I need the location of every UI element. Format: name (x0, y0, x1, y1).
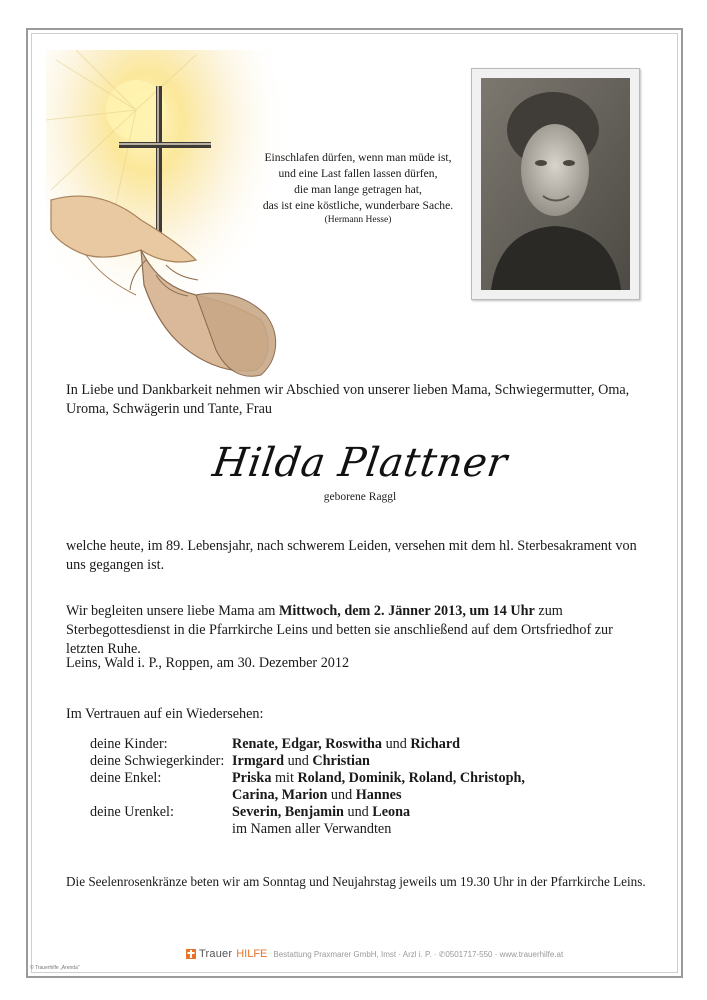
quote-line: und eine Last fallen lassen dürfen, (278, 167, 438, 180)
brand-info: Bestattung Praxmarer GmbH, Imst · Arzl i. P. · ✆0501717-550 · www.trauerhilfe.at (273, 949, 564, 959)
quote-line: das ist eine köstliche, wunderbare Sache. (262, 199, 454, 212)
relatives-names (232, 736, 460, 753)
names: Christian (312, 753, 370, 769)
relatives-names (232, 753, 370, 770)
brand-name-part2: HILFE (236, 948, 268, 960)
names: Leona (372, 804, 411, 820)
copyright-note: © Trauerhilfe „Arenda" (30, 965, 80, 971)
relatives-names (232, 770, 525, 787)
quote-line: die man lange getragen hat, (294, 183, 422, 196)
relatives-list (90, 736, 525, 838)
conjunction: und (382, 736, 411, 752)
quote-author: (Hermann Hesse) (324, 215, 392, 225)
conjunction: und (284, 753, 313, 769)
farewell-line: Im Vertrauen auf ein Wiedersehen: (66, 706, 264, 722)
trauerhilfe-logo-icon (186, 949, 196, 959)
portrait-photo (481, 78, 630, 290)
quote-line: Einschlafen dürfen, wenn man müde ist, (264, 151, 452, 164)
conjunction: und (327, 787, 356, 803)
relatives-label: deine Urenkel: (90, 804, 174, 820)
names: Severin, Benjamin (232, 804, 344, 820)
relatives-row-children (90, 736, 525, 753)
relatives-names (232, 804, 410, 821)
service-part2: zum Sterbegottesdienst in die Pfarrkirche Leins und betten sie anschließend auf dem Ortsfriedhof zur letzten Ruhe. (66, 603, 613, 657)
relatives-row-grandchildren-cont (90, 787, 525, 804)
names: Richard (410, 736, 461, 752)
deceased-name: Hilda Plattner (209, 440, 511, 486)
all-relatives: im Namen aller Verwandten (232, 821, 392, 837)
relatives-label-empty (90, 787, 232, 804)
portrait-frame (471, 68, 640, 300)
birth-name: geborene Raggl (323, 491, 397, 503)
intro-text: In Liebe und Dankbarkeit nehmen wir Abschied von unserer lieben Mama, Schwiegermutter, Oma, Uroma, Schwägerin und Tante, Frau (66, 382, 630, 417)
names: Priska (232, 770, 272, 786)
names: Hannes (355, 787, 402, 803)
relatives-label: deine Enkel: (90, 770, 162, 786)
place-date: Leins, Wald i. P., Roppen, am 30. Dezember 2012 (66, 655, 350, 671)
hesse-quote (240, 150, 476, 227)
names: Roland, Dominik, Roland, Christoph, (297, 770, 525, 786)
names: Renate, Edgar, Roswitha (232, 736, 383, 752)
rosary-info: Die Seelenrosenkränze beten wir am Sonntag und Neujahrstag jeweils um 19.30 Uhr in der Pfarrkirche Leins. (66, 874, 646, 889)
service-part1: Wir begleiten unsere liebe Mama am (66, 603, 279, 619)
relatives-row-all (90, 821, 525, 838)
names: Carina, Marion (232, 787, 328, 803)
service-text (66, 602, 641, 659)
relatives-label: deine Schwiegerkinder: (90, 753, 225, 769)
brand-name-part1: Trauer (199, 948, 233, 960)
footer-brand (186, 948, 563, 960)
conjunction: und (343, 804, 373, 820)
service-datetime: Mittwoch, dem 2. Jänner 2013, um 14 Uhr (278, 603, 535, 619)
relatives-row-in-laws (90, 753, 525, 770)
passing-text: welche heute, im 89. Lebensjahr, nach schwerem Leiden, versehen mit dem hl. Sterbesakrament von uns gegangen ist. (66, 538, 637, 573)
relatives-names (232, 787, 401, 804)
relatives-label: deine Kinder: (90, 736, 168, 752)
conjunction: mit (271, 770, 298, 786)
names: Irmgard (232, 753, 285, 769)
relatives-label-empty (90, 821, 232, 838)
relatives-row-grandchildren (90, 770, 525, 787)
relatives-row-great-grandchildren (90, 804, 525, 821)
